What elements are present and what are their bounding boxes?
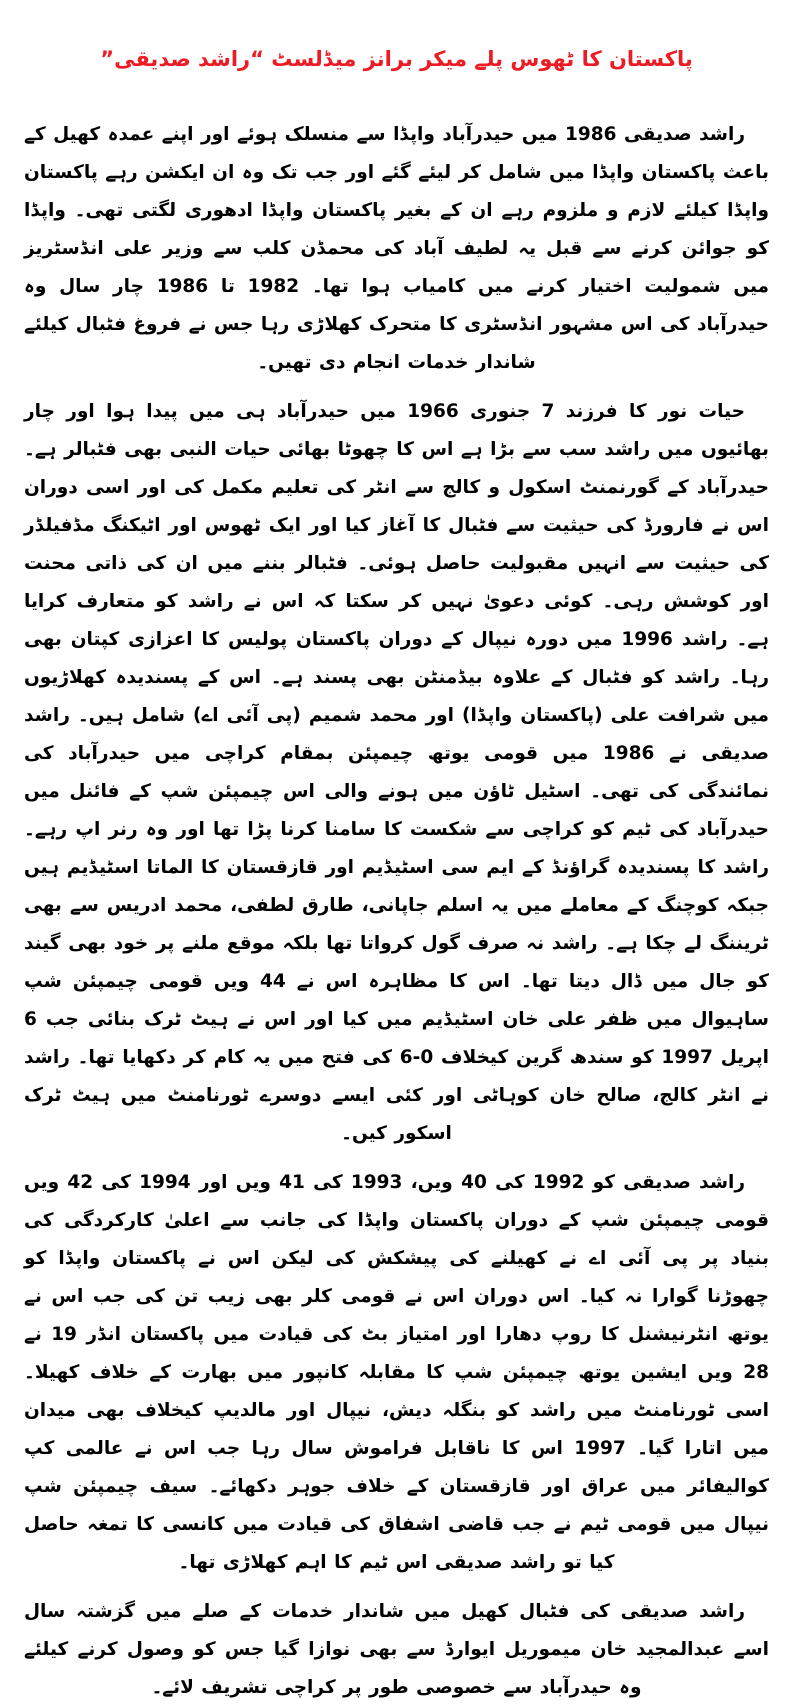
paragraph-career-wapda: راشد صدیقی 1986 میں حیدرآباد واپڈا سے منسلک ہوئے اور اپنے عمدہ کھیل کے باعث پاکستان واپڈا میں شامل کر لیئے گئے اور جب تک وہ ان ایکشن رہے پاکستان واپڈا کیلئے لازم و ملزوم رہے ان کے بغیر پاکستان واپڈا ادھوری لگتی تھی۔ واپڈا کو جوائن کرنے سے قبل یہ لطیف آباد کی محمڈن کلب سے وزیر علی انڈسٹریز میں شمولیت اختیار کرنے میں کامیاب ہوا تھا۔ 1982 تا 1986 چار سال وہ حیدرآباد کی اس مشہور انڈسٹری کا متحرک کھلاڑی رہا جس نے فروغ فٹبال کیلئے شاندار خدمات انجام دی تھیں۔ — [24, 124, 769, 373]
paragraph-award: راشد صدیقی کی فٹبال کھیل میں شاندار خدمات کے صلے میں گزشتہ سال اسے عبدالمجید خان میموریل ایوارڈ سے بھی نوازا گیا جس کو وصول کرنے کیلئے وہ حیدرآباد سے خصوصی طور پر کراچی تشریف لائے۔ — [24, 1601, 769, 1698]
paragraph-biography: حیات نور کا فرزند 7 جنوری 1966 میں حیدرآباد ہی میں پیدا ہوا اور چار بھائیوں میں راشد سب سے بڑا ہے اس کا چھوٹا بھائی حیات النبی بھی فٹبالر ہے۔ حیدرآباد کے گورنمنٹ اسکول و کالج سے انٹر کی تعلیم مکمل کی اور اسی دوران اس نے فارورڈ کی حیثیت سے فٹبال کا آغاز کیا اور ایک ٹھوس اور اٹیکنگ مڈفیلڈر کی حیثیت سے انہیں مقبولیت حاصل ہوئی۔ فٹبالر بننے میں ان کی ذاتی محنت اور کوشش رہی۔ کوئی دعویٰ نہیں کر سکتا کہ اس نے راشد کو متعارف کرایا ہے۔ راشد 1996 میں دورہ نیپال کے دوران پاکستان پولیس کا اعزازی کپتان بھی رہا۔ راشد کو فٹبال کے علاوہ بیڈمنٹن بھی پسند ہے۔ اس کے پسندیدہ کھلاڑیوں میں شرافت علی (پاکستان واپڈا) اور محمد شمیم (پی آئی اے) شامل ہیں۔ راشد صدیقی نے 1986 میں قومی یوتھ چیمپئن بمقام کراچی میں حیدرآباد کی نمائندگی کی تھی۔ اسٹیل ٹاؤن میں ہونے والی اس چیمپئن شپ کے فائنل میں حیدرآباد کی ٹیم کو کراچی سے شکست کا سامنا کرنا پڑا تھا اور وہ رنر اپ رہے۔ راشد کا پسندیدہ گراؤنڈ کے ایم سی اسٹیڈیم اور قازقستان کا الماتا اسٹیڈیم ہیں جبکہ کوچنگ کے معاملے میں یہ اسلم جاپانی، طارق لطفی، محمد ادریس سے بھی ٹریننگ لے چکا ہے۔ راشد نہ صرف گول کرواتا تھا بلکہ موقع ملنے پر خود بھی گیند کو جال میں ڈال دیتا تھا۔ اس کا مظاہرہ اس نے 44 ویں قومی چیمپئن شپ ساہیوال میں ظفر علی خان اسٹیڈیم میں کیا اور اس نے ہیٹ ٹرک بنائی جب 6 اپریل 1997 کو سندھ گرین کیخلاف 0-6 کی فتح میں یہ کام کر دکھایا تھا۔ راشد نے انٹر کالج، صالح خان کوہاٹی اور کئی ایسے دوسرے ٹورنامنٹ میں ہیٹ ٹرک اسکور کیں۔ — [24, 401, 769, 1144]
document-body — [24, 116, 769, 1707]
document-title: پاکستان کا ٹھوس پلے میکر برانز میڈلسٹ “راشد صدیقی” — [100, 47, 693, 71]
paragraph-national-championships: راشد صدیقی کو 1992 کی 40 ویں، 1993 کی 41 ویں اور 1994 کی 42 ویں قومی چیمپئن شپ کے دوران پاکستان واپڈا کی جانب سے اعلیٰ کارکردگی کی بنیاد پر پی آئی اے نے کھیلنے کی پیشکش کی لیکن اس نے پاکستان واپڈا کو چھوڑنا گوارا نہ کیا۔ اس دوران اس نے قومی کلر بھی زیب تن کی جب اس نے یوتھ انٹرنیشنل کا روپ دھارا اور امتیاز بٹ کی قیادت میں پاکستان انڈر 19 نے 28 ویں ایشین یوتھ چیمپئن شپ کا مقابلہ کانپور میں بھارت کے خلاف کھیلا۔ اسی ٹورنامنٹ میں راشد کو بنگلہ دیش، نیپال اور مالدیپ کیخلاف بھی میدان میں اتارا گیا۔ 1997 اس کا ناقابل فراموش سال رہا جب اس نے عالمی کپ کوالیفائر میں عراق اور قازقستان کے خلاف جوہر دکھائے۔ سیف چیمپئن شپ نیپال میں قومی ٹیم نے جب قاضی اشفاق کی قیادت میں کانسی کا تمغہ حاصل کیا تو راشد صدیقی اس ٹیم کا اہم کھلاڑی تھا۔ — [24, 1172, 769, 1573]
